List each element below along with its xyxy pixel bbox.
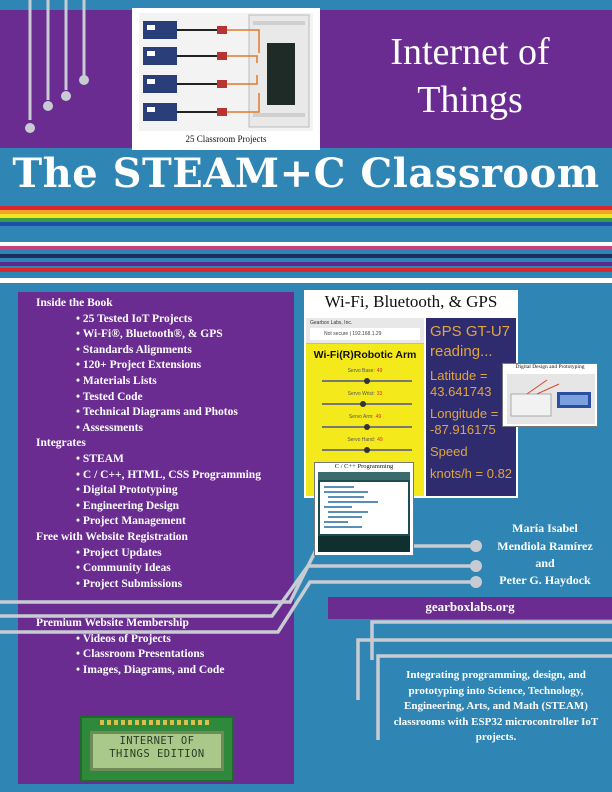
book-description: Integrating programming, design, and prototyping into Science, Technology, Engineering, Arts, and Math (STEAM) classrooms with ESP32 microcontroller IoT projects. [393, 669, 599, 744]
subject-title [340, 28, 600, 124]
bullet-icon: • [76, 577, 83, 590]
feature-item-label: Project Submissions [82, 577, 183, 590]
feature-item [18, 374, 294, 390]
bullet-icon: • [76, 562, 83, 575]
servo-label: Servo Arm: 49 [348, 414, 382, 420]
bullet-icon: • [76, 484, 83, 497]
bullet-icon: • [76, 312, 83, 325]
gps-line: -87.916175 [430, 422, 496, 437]
feature-item-label: Images, Diagrams, and Code [82, 664, 225, 677]
feature-item [18, 358, 294, 374]
gps-line: knots/h = 0.82 [430, 466, 513, 481]
author-2: Peter G. Haydock [499, 573, 591, 587]
gps-line: Speed [430, 444, 468, 459]
servo-slider-knob[interactable] [364, 424, 370, 430]
gps-line: Latitude = [430, 368, 488, 383]
author-1-last: Mendiola Ramírez [497, 539, 593, 553]
servo-slider[interactable] [322, 426, 412, 428]
feature-item-label: Assessments [82, 421, 143, 434]
feature-item [18, 405, 294, 421]
bullet-icon: • [76, 648, 83, 661]
feature-item [18, 468, 294, 484]
main-title: The STEAM+C Classroom [12, 150, 600, 197]
prototyping-title: Digital Design and Prototyping [515, 364, 585, 370]
feature-item [18, 452, 294, 468]
website-url[interactable]: gearboxlabs.org [425, 599, 515, 614]
stripe-purple [0, 262, 612, 266]
feature-item-label: Tested Code [82, 390, 143, 403]
servo-label: Servo Base: 49 [347, 368, 383, 374]
servo-label: Servo Hand: 49 [347, 437, 383, 443]
stripe-red-lower [0, 268, 612, 272]
cover-photo [132, 8, 320, 150]
feature-item-label: 25 Tested IoT Projects [82, 312, 193, 325]
bullet-icon: • [76, 632, 83, 645]
bullet-icon: • [76, 515, 83, 528]
feature-item-label: Videos of Projects [82, 632, 171, 645]
feature-item [18, 343, 294, 359]
servo-wiring-image [139, 13, 313, 131]
section-heading: Integrates [36, 437, 86, 450]
servo-slider-knob[interactable] [360, 401, 366, 407]
bullet-icon: • [76, 359, 83, 372]
prototyping-screenshot [502, 363, 598, 427]
lcd-text [90, 735, 224, 761]
feature-item-label: Standards Alignments [82, 343, 192, 356]
circuit-traces-top-left [0, 0, 130, 150]
feature-item-label: STEAM [82, 452, 124, 465]
feature-item [18, 421, 294, 437]
feature-item-label: Classroom Presentations [82, 648, 205, 661]
servo-slider[interactable] [322, 380, 412, 382]
browser-bar [306, 318, 424, 344]
bullet-icon: • [76, 452, 83, 465]
feature-item-label: Project Updates [82, 546, 162, 559]
subject-title-line1: Internet of [390, 31, 550, 73]
feature-item-label: Digital Prototyping [82, 484, 178, 497]
section-heading: Inside the Book [36, 297, 113, 309]
section-heading: Premium Website Membership [36, 617, 189, 630]
browser-url: Not secure | 192.168.1.29 [310, 328, 420, 340]
servo-label: Servo Wrist: 33 [347, 391, 383, 397]
servo-slider-knob[interactable] [364, 447, 370, 453]
gps-line: 43.641743 [430, 384, 492, 399]
wifi-app-title: Wi-Fi(R)Robotic Arm [313, 349, 417, 361]
feature-item [18, 499, 294, 515]
stripe-pink [0, 246, 612, 250]
feature-item-label: Materials Lists [82, 374, 157, 387]
stripe-blue [0, 222, 612, 226]
subject-title-line2: Things [417, 79, 523, 121]
feature-item-label: Project Management [82, 515, 186, 528]
bullet-icon: • [76, 390, 83, 403]
section-heading: Free with Website Registration [36, 530, 188, 543]
servo-slider-knob[interactable] [364, 378, 370, 384]
feature-item [18, 327, 294, 343]
feature-item [18, 312, 294, 328]
bullet-icon: • [76, 468, 83, 481]
bullet-icon: • [76, 499, 83, 512]
bullet-icon: • [76, 421, 83, 434]
connectivity-title: Wi-Fi, Bluetooth, & GPS [324, 292, 498, 311]
color-stripes [0, 206, 612, 288]
feature-item-label: Technical Diagrams and Photos [82, 406, 238, 419]
cover-photo-caption: 25 Classroom Projects [185, 134, 267, 144]
feature-item [18, 390, 294, 406]
feature-item-label: 120+ Project Extensions [82, 359, 202, 372]
feature-item-label: Community Ideas [82, 562, 171, 575]
gps-line: Longitude = [430, 406, 499, 421]
bullet-icon: • [76, 343, 83, 356]
feature-item [18, 483, 294, 499]
author-conjunction: and [535, 556, 555, 570]
bullet-icon: • [76, 406, 83, 419]
bullet-icon: • [76, 664, 83, 677]
prototype-breadboard-icon [507, 374, 595, 424]
author-1-first: María Isabel [512, 521, 578, 535]
feature-item-label: Wi-Fi®, Bluetooth®, & GPS [82, 328, 223, 341]
servo-circuit-icon [139, 13, 313, 131]
code-editor-image [318, 472, 410, 552]
lcd-pins-icon [100, 720, 216, 726]
gps-line: reading... [430, 343, 493, 360]
servo-slider[interactable] [322, 449, 412, 451]
feature-item-label: C / C++, HTML, CSS Programming [82, 468, 261, 481]
bullet-icon: • [76, 374, 83, 387]
feature-item-label: Engineering Design [82, 499, 180, 512]
gps-line: GPS GT-U7 [430, 323, 511, 340]
lcd-line-1: INTERNET OF [119, 735, 195, 747]
lcd-line-2: THINGS EDITION [109, 748, 205, 760]
code-screenshot-title: C / C++ Programming [334, 463, 394, 470]
bullet-icon: • [76, 328, 83, 341]
stripe-white-lower [0, 278, 612, 283]
bullet-icon: • [76, 546, 83, 559]
code-lines-icon [318, 472, 410, 552]
feature-item [18, 514, 294, 530]
servo-slider[interactable] [322, 403, 412, 405]
stripe-navy [0, 254, 612, 258]
browser-tab: Gearbox Labs, Inc. [310, 320, 353, 326]
